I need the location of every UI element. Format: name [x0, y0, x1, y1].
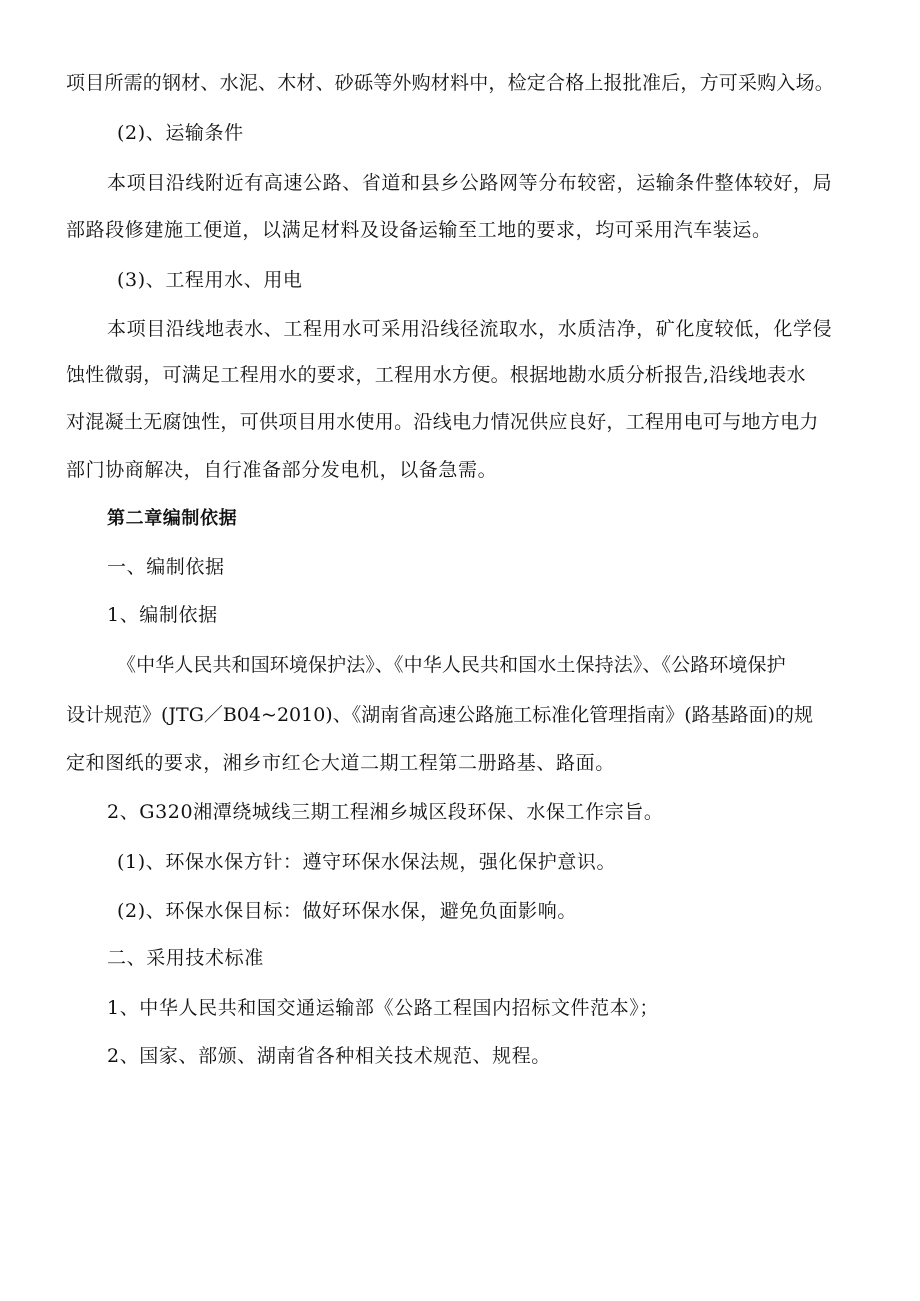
paragraph-line: 《中华人民共和国环境保护法》、《中华人民共和国水土保持法》、《公路环境保护: [117, 654, 786, 676]
list-item: (2)、环保水保目标：做好环保水保，避免负面影响。: [117, 900, 577, 922]
section-heading: 二、采用技术标准: [107, 947, 264, 969]
subsection-heading: (3)、工程用水、用电: [117, 269, 303, 291]
paragraph-line: 定和图纸的要求，湘乡市红仑大道二期工程第二册路基、路面。: [66, 752, 615, 774]
list-item: (1)、环保水保方针：遵守环保水保法规，强化保护意识。: [117, 851, 617, 873]
paragraph-line: 对混凝土无腐蚀性，可供项目用水使用。沿线电力情况供应良好，工程用电可与地方电力: [66, 411, 819, 433]
paragraph-line: 部门协商解决，自行准备部分发电机，以备急需。: [66, 459, 498, 481]
paragraph-line: 设计规范》(JTG／B04~2010)、《湖南省高速公路施工标准化管理指南》(路基路面)的规: [66, 704, 814, 726]
section-heading: 一、编制依据: [107, 556, 225, 578]
chapter-heading: 第二章编制依据: [107, 508, 238, 529]
paragraph-line: 本项目沿线附近有高速公路、省道和县乡公路网等分布较密，运输条件整体较好，局: [107, 172, 833, 194]
paragraph-line: 蚀性微弱，可满足工程用水的要求，工程用水方便。根据地勘水质分析报告,沿线地表水: [66, 364, 806, 386]
paragraph-line: 本项目沿线地表水、工程用水可采用沿线径流取水，水质洁净，矿化度较低，化学侵: [107, 318, 833, 340]
paragraph-line: 项目所需的钢材、水泥、木材、砂砾等外购材料中，检定合格上报批准后，方可采购入场。: [66, 72, 835, 94]
subsection-heading: 1、编制依据: [107, 604, 218, 626]
subsection-heading: (2)、运输条件: [117, 122, 244, 144]
list-item: 2、国家、部颁、湖南省各种相关技术规范、规程。: [107, 1045, 551, 1067]
paragraph-line: 部路段修建施工便道，以满足材料及设备运输至工地的要求，均可采用汽车装运。: [66, 219, 772, 241]
list-item: 2、G320湘潭绕城线三期工程湘乡城区段环保、水保工作宗旨。: [107, 801, 664, 823]
list-item: 1、中华人民共和国交通运输部《公路工程国内招标文件范本》；: [107, 997, 659, 1019]
